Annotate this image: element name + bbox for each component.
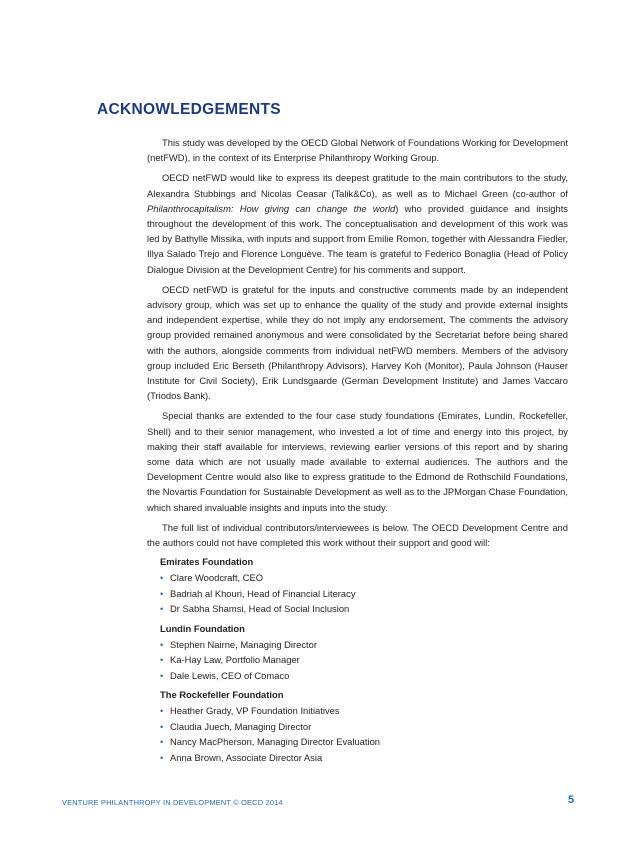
contributor-group-emirates <box>160 554 568 616</box>
bullet-icon: • <box>160 705 164 717</box>
page-footer: VENTURE PHILANTHROPY IN DEVELOPMENT © OECD 2014 <box>62 798 283 807</box>
paragraph: The full list of individual contributors/interviewees is below. The OECD Development Centre and the authors could not have completed this work without their support and good will: <box>147 521 568 549</box>
paragraph-text: ) who provided guidance and insights throughout the development of this work. The conceptualisation and development of this work was led by Bathylle Missika, with inputs and support from Emilie Romon, together with Alessandra Fiedler, Illya Salado Trejo and Florence Longuève. The team is grateful to Federico Bonaglia (Head of Policy Dialogue Division at the Development Centre) for his comments and support. <box>147 202 568 275</box>
bullet-icon: • <box>160 654 164 666</box>
member-name: Anna Brown, Associate Director Asia <box>170 751 323 763</box>
page-number: 5 <box>568 794 575 806</box>
contributor-group-rockefeller <box>160 687 568 765</box>
list-item <box>160 570 568 585</box>
page-title: ACKNOWLEDGEMENTS <box>97 101 281 118</box>
list-item <box>160 652 568 667</box>
paragraph: Special thanks are extended to the four case study foundations (Emirates, Lundin, Rockefeller, Shell) and to their senior management, who invested a lot of time and energy into this project, by making their staff available for interviews, reviewing earlier versions of this report and by sharing some data which are not usually made available to external audiences. The authors and the Development Centre would also like to express gratitude to the Edmond de Rothschild Foundations, the Novartis Foundation for Sustainable Development as well as to the JPMorgan Chase Foundation, which shared invaluable insights and inputs into the study. <box>147 410 568 513</box>
member-name: Dr Sabha Shamsi, Head of Social Inclusion <box>170 603 350 615</box>
bullet-icon: • <box>160 736 164 748</box>
book-title: Philanthrocapitalism: How giving can change the world <box>147 202 396 214</box>
group-title: The Rockefeller Foundation <box>160 689 284 701</box>
member-name: Ka-Hay Law, Portfolio Manager <box>170 654 300 666</box>
group-title: Lundin Foundation <box>160 622 245 634</box>
member-name: Badriah al Khouri, Head of Financial Literacy <box>170 587 356 599</box>
list-item <box>160 719 568 734</box>
bullet-icon: • <box>160 638 164 650</box>
body-text <box>147 135 568 766</box>
paragraph-text: OECD netFWD would like to express its deepest gratitude to the main contributors to the study, Alexandra Stubbings and Nicolas Ceasar (Talik&Co), as well as to Michael Green (co-author of <box>147 172 568 199</box>
member-list <box>160 570 568 616</box>
member-name: Heather Grady, VP Foundation Initiatives <box>170 705 340 717</box>
bullet-icon: • <box>160 603 164 615</box>
bullet-icon: • <box>160 669 164 681</box>
list-item <box>160 601 568 616</box>
paragraph: This study was developed by the OECD Global Network of Foundations Working for Development (netFWD), in the context of its Enterprise Philanthropy Working Group. <box>147 137 568 164</box>
paragraph <box>147 170 568 276</box>
bullet-icon: • <box>160 720 164 732</box>
bullet-icon: • <box>160 751 164 763</box>
list-item <box>160 703 568 718</box>
list-item <box>160 586 568 601</box>
list-item <box>160 668 568 683</box>
member-list <box>160 703 568 765</box>
bullet-icon: • <box>160 587 164 599</box>
list-item <box>160 637 568 652</box>
list-item <box>160 734 568 749</box>
member-name: Nancy MacPherson, Managing Director Evaluation <box>170 736 380 748</box>
group-title: Emirates Foundation <box>160 556 254 568</box>
paragraph: OECD netFWD is grateful for the inputs and constructive comments made by an independent advisory group, which was set up to enhance the quality of the study and provide external insights and independent expertise, while they do not imply any endorsement. The comments the advisory group provided remained anonymous and were consolidated by the Secretariat before being shared with the authors, alongside comments from individual netFWD members. Members of the advisory group included Eric Berseth (Philanthropy Advisors), Harvey Koh (Monitor), Paula Johnson (Hauser Institute for Civil Society), Erik Lundsgaarde (German Development Institute) and James Vaccaro (Triodos Bank). <box>147 283 568 402</box>
member-name: Clare Woodcraft, CEO <box>170 572 264 584</box>
member-name: Dale Lewis, CEO of Comaco <box>170 669 290 681</box>
member-name: Stephen Nairne, Managing Director <box>170 638 317 650</box>
bullet-icon: • <box>160 572 164 584</box>
member-list <box>160 637 568 683</box>
list-item <box>160 750 568 765</box>
contributor-group-lundin <box>160 621 568 683</box>
member-name: Claudia Juech, Managing Director <box>170 720 312 732</box>
